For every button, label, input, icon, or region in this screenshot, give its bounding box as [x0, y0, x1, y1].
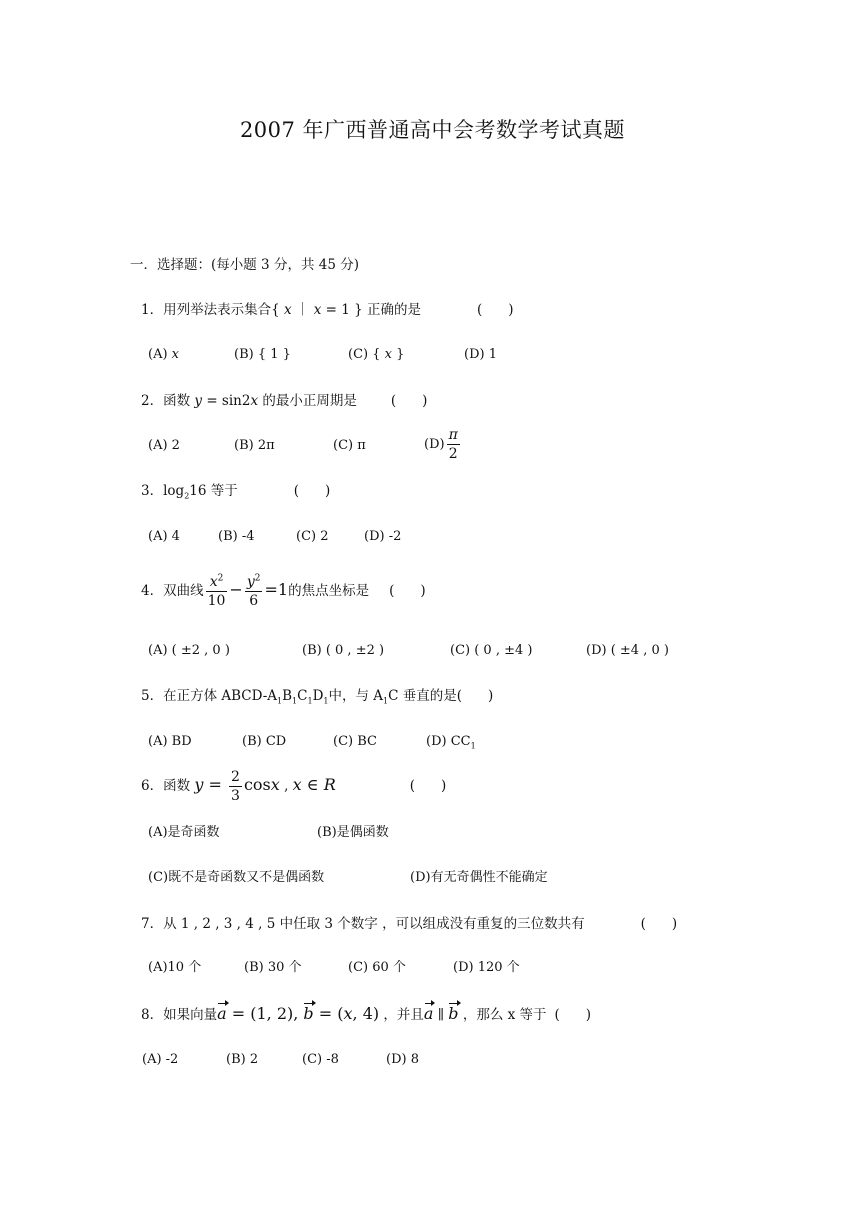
q5-option-d: (D) $CC_1$: [426, 734, 476, 751]
q5-option-b: (B) CD: [242, 734, 287, 749]
q5-option-a: (A) BD: [148, 734, 192, 749]
question-7: 7．从 1 , 2 , 3 , 4 , 5 中任取 3 个数字 ，可以组成没有重复的三位数共有 (): [141, 916, 704, 932]
q7-option-d: (D) 120 个: [453, 960, 520, 975]
q6-option-c: (C)既不是奇函数又不是偶函数: [148, 870, 325, 885]
answer-paren: (): [409, 778, 473, 794]
question-5: 5．在正方体 ABCD-$A_1B_1C_1D_1$中，与 $A_1C$ 垂直的是(): [141, 688, 520, 706]
q8-option-d: (D) 8: [386, 1052, 419, 1067]
q4-option-b: (B) ( 0 , ±2 ): [302, 643, 385, 658]
q3-option-c: (C) 2: [296, 529, 329, 544]
q3-option-a: (A) 4: [148, 529, 180, 544]
q2-option-a: (A) 2: [148, 438, 180, 453]
answer-paren: (): [476, 302, 540, 318]
question-6: 6．函数 y = $\frac{2}{3}$ cosx , x ∈ R (): [141, 769, 473, 804]
answer-paren: (): [640, 916, 704, 932]
question-1: 1．用列举法表示集合{ x ｜ x = 1 } 正确的是 (): [141, 302, 540, 318]
answer-paren: (): [390, 393, 454, 409]
answer-paren: (): [293, 483, 357, 499]
page-title: 2007 年广西普通高中会考数学考试真题: [239, 118, 626, 142]
q6-option-d: (D)有无奇偶性不能确定: [410, 870, 548, 885]
question-8: 8．如果向量a = (1, 2), b = (x, 4) ，并且a ∥ b ，那么 x 等于 (): [141, 1004, 618, 1023]
q2-option-d: (D) $\frac{\pi}{2}$: [424, 427, 458, 462]
q2-option-c: (C) π: [333, 438, 366, 453]
q8-option-a: (A) -2: [142, 1052, 179, 1067]
answer-paren: (): [554, 1007, 618, 1023]
q1-option-b: (B) { 1 }: [234, 347, 291, 362]
question-4: 4．双曲线 $\frac{x^2}{10}$ − $\frac{y^2}{6}$ =1的焦点坐标是 (): [141, 573, 452, 609]
q4-option-d: (D) ( ±4 , 0 ): [586, 643, 669, 658]
q7-option-b: (B) 30 个: [244, 960, 302, 975]
q6-option-a: (A)是奇函数: [148, 825, 220, 840]
q5-option-c: (C) BC: [333, 734, 377, 749]
q7-option-a: (A)10 个: [148, 960, 202, 975]
q4-option-a: (A) ( ±2 , 0 ): [148, 643, 230, 658]
q1-option-c: (C) { x }: [348, 347, 405, 362]
q8-option-b: (B) 2: [226, 1052, 259, 1067]
vector-a: a: [217, 1004, 227, 1023]
question-2: 2．函数 y = sin2x 的最小正周期是 (): [141, 393, 454, 409]
q3-option-d: (D) -2: [364, 529, 402, 544]
q7-option-c: (C) 60 个: [348, 960, 406, 975]
answer-paren: (): [389, 583, 452, 599]
q8-option-c: (C) -8: [302, 1052, 339, 1067]
vector-a: a: [423, 1004, 434, 1023]
q2-option-b: (B) 2π: [234, 438, 275, 453]
section-heading: 一．选择题：(每小题 3 分，共 45 分): [130, 257, 359, 273]
q4-option-c: (C) ( 0 , ±4 ): [450, 643, 533, 658]
q6-option-b: (B)是偶函数: [317, 825, 389, 840]
q1-option-d: (D) 1: [464, 347, 497, 362]
vector-b: b: [303, 1004, 314, 1023]
vector-b: b: [448, 1004, 459, 1023]
question-3: 3．$\log_216$ 等于 (): [141, 483, 357, 501]
q3-option-b: (B) -4: [218, 529, 255, 544]
q1-option-a: (A) x: [148, 347, 180, 362]
answer-paren: (): [456, 688, 520, 704]
